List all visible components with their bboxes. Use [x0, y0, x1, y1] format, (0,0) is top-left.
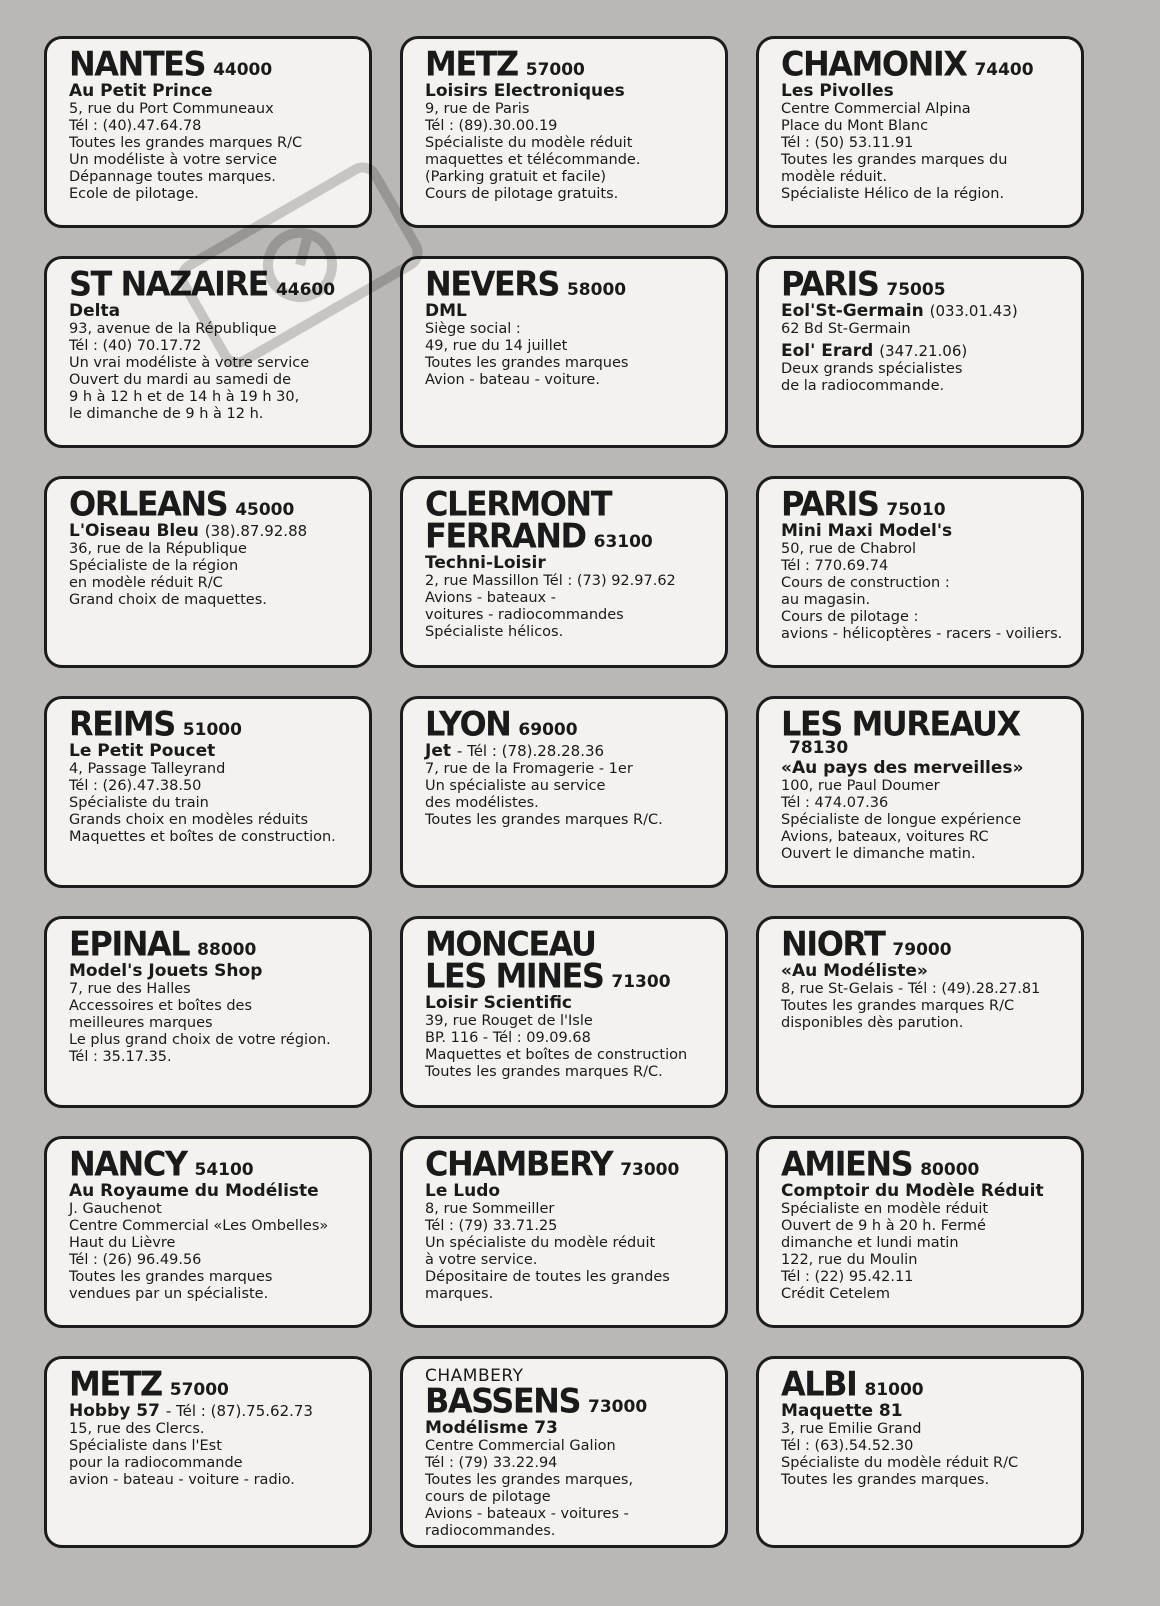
listing-postcode: 63100	[593, 532, 653, 552]
listing-city: NIORT	[781, 924, 885, 964]
listing-detail-line: Toutes les grandes marques R/C.	[425, 1064, 663, 1080]
listing-detail-line: Un spécialiste au service	[425, 778, 606, 794]
listing-city-line2: LES MINES	[425, 956, 604, 996]
listing-detail-line: 9 h à 12 h et de 14 h à 19 h 30,	[69, 389, 300, 405]
listing-detail-line: Ouvert le dimanche matin.	[781, 846, 976, 862]
listing-shop-name	[425, 994, 713, 1013]
listing-detail-line: Tél : (89).30.00.19	[425, 118, 558, 134]
shop-name: Delta	[69, 301, 121, 321]
listing-detail-line: 49, rue du 14 juillet	[425, 338, 568, 354]
listing-city: CHAMBERY	[425, 1144, 613, 1184]
listing-city: ORLEANS	[69, 484, 228, 524]
shop-phone: - Tél : (87).75.62.73	[165, 1402, 313, 1420]
shop-name: Eol' Erard	[781, 341, 874, 361]
listing-detail-line: Toutes les grandes marques	[69, 1269, 273, 1285]
listing-shop-name	[781, 82, 1069, 101]
listing-detail-line: Grands choix en modèles réduits	[69, 812, 309, 828]
listing-card	[44, 696, 372, 888]
listing-detail-line: BP. 116 - Tél : 09.09.68	[425, 1030, 591, 1046]
listing-city: REIMS	[69, 704, 175, 744]
listing-detail-line: Grand choix de maquettes.	[69, 592, 267, 608]
listing-detail-line: 93, avenue de la République	[69, 321, 277, 337]
listing-card	[756, 1356, 1084, 1548]
listing-detail-line: Tél : (40).47.64.78	[69, 118, 202, 134]
shop-name: Au Petit Prince	[69, 81, 213, 101]
listing-detail-line: Place du Mont Blanc	[781, 118, 929, 134]
listing-card	[400, 696, 728, 888]
listing-city-prefix: CHAMBERY	[425, 1366, 524, 1386]
listing-detail-line: marques.	[425, 1286, 494, 1302]
listing-postcode: 73000	[588, 1397, 648, 1417]
listing-detail-line: Haut du Lièvre	[69, 1235, 176, 1251]
listing-detail-line: Tél : 770.69.74	[781, 558, 889, 574]
listing-city: NEVERS	[425, 264, 559, 304]
listing-postcode: 45000	[235, 500, 295, 520]
listing-detail-line: Un vrai modéliste à votre service	[69, 355, 310, 371]
listing-postcode: 75005	[886, 280, 946, 300]
listing-detail-line: Tél : (26).47.38.50	[69, 778, 202, 794]
listing-detail-line: 7, rue des Halles	[69, 981, 191, 997]
listing-header	[425, 484, 713, 556]
listing-detail-line: Ecole de pilotage.	[69, 186, 199, 202]
listing-city: NANTES	[69, 44, 206, 84]
listing-detail-line: Tél : (26) 96.49.56	[69, 1252, 202, 1268]
listing-detail-line: disponibles dès parution.	[781, 1015, 964, 1031]
listing-header	[425, 924, 713, 996]
listing-detail-line: 62 Bd St-Germain	[781, 321, 911, 337]
listing-card	[756, 916, 1084, 1108]
listing-detail-line: de la radiocommande.	[781, 378, 945, 394]
listing-card	[44, 1136, 372, 1328]
shop-name: Jet	[425, 741, 451, 761]
listing-detail-line: J. Gauchenot	[69, 1201, 162, 1217]
shop-name: Le Ludo	[425, 1181, 501, 1201]
listing-detail-line: Ouvert de 9 h à 20 h. Fermé	[781, 1218, 986, 1234]
listing-city: LYON	[425, 704, 511, 744]
listing-postcode: 74400	[974, 60, 1034, 80]
shop-phone: - Tél : (78).28.28.36	[456, 742, 605, 760]
listing-shop-name	[781, 759, 1069, 778]
listing-detail-line: Deux grands spécialistes	[781, 361, 963, 377]
listing-card	[756, 476, 1084, 668]
shop-name: Les Pivolles	[781, 81, 894, 101]
listing-shop-name	[69, 962, 357, 981]
listing-detail-line: Dépositaire de toutes les grandes	[425, 1269, 670, 1285]
listing-header	[425, 44, 713, 84]
listing-shop-name	[781, 962, 1069, 981]
listing-detail-line: Maquettes et boîtes de construction	[425, 1047, 688, 1063]
listing-detail-line: radiocommandes.	[425, 1523, 556, 1539]
listing-detail-line: Tél : (22) 95.42.11	[781, 1269, 914, 1285]
listing-detail-line: Cours de pilotage gratuits.	[425, 186, 619, 202]
listing-detail-line: le dimanche de 9 h à 12 h.	[69, 406, 264, 422]
listing-detail-line: Crédit Cetelem	[781, 1286, 890, 1302]
listing-postcode: 44600	[275, 280, 336, 300]
listing-card	[44, 916, 372, 1108]
listing-city: BASSENS	[425, 1381, 580, 1421]
listing-shop-name	[781, 302, 1069, 321]
listing-detail-line: maquettes et télécommande.	[425, 152, 641, 168]
listing-detail-line: Tél : 474.07.36	[781, 795, 889, 811]
listing-detail-line: Cours de construction :	[781, 575, 950, 591]
listing-postcode: 54100	[194, 1160, 254, 1180]
listing-postcode: 44000	[213, 60, 273, 80]
listing-detail-line: (Parking gratuit et facile)	[425, 169, 607, 185]
listing-detail-line: Centre Commercial Galion	[425, 1438, 616, 1454]
listing-detail-line: Dépannage toutes marques.	[69, 169, 276, 185]
shop-name: Comptoir du Modèle Réduit	[781, 1181, 1044, 1201]
listing-shop-name	[69, 1402, 357, 1421]
listing-header	[781, 924, 1069, 964]
listing-detail-line: 2, rue Massillon Tél : (73) 92.97.62	[425, 573, 676, 589]
listing-detail-line: Tél : (79) 33.22.94	[425, 1455, 558, 1471]
shop-name: Hobby 57	[69, 1401, 160, 1421]
listing-detail-line: dimanche et lundi matin	[781, 1235, 959, 1251]
listing-detail-line: Spécialiste Hélico de la région.	[781, 186, 1005, 202]
listing-detail-line: pour la radiocommande	[69, 1455, 243, 1471]
listing-header	[69, 924, 357, 964]
shop-name: Techni-Loisir	[425, 553, 546, 573]
listing-detail-line: Toutes les grandes marques	[425, 355, 629, 371]
listing-shop-name	[781, 1182, 1069, 1201]
listing-detail-line: des modélistes.	[425, 795, 539, 811]
listing-shop-name	[425, 742, 713, 761]
listing-detail-line: 122, rue du Moulin	[781, 1252, 918, 1268]
listing-shop-name	[69, 1182, 357, 1201]
listing-detail-line: en modèle réduit R/C	[69, 575, 223, 591]
listing-header	[781, 44, 1069, 84]
listing-detail-line: cours de pilotage	[425, 1489, 551, 1505]
listing-header	[781, 1144, 1069, 1184]
listing-postcode: 80000	[920, 1160, 980, 1180]
listing-detail-line: Toutes les grandes marques du	[781, 152, 1008, 168]
shop-name: Le Petit Poucet	[69, 741, 216, 761]
listing-city: NANCY	[69, 1144, 187, 1184]
listing-card	[400, 1136, 728, 1328]
shop-name: «Au pays des merveilles»	[781, 758, 1024, 778]
listing-shop-name	[425, 302, 713, 321]
listing-detail-line: Accessoires et boîtes des	[69, 998, 253, 1014]
listing-detail-line: Spécialiste de la région	[69, 558, 239, 574]
listing-detail-line: 8, rue St-Gelais - Tél : (49).28.27.81	[781, 981, 1041, 997]
listing-postcode: 57000	[169, 1380, 229, 1400]
shop-name: Maquette 81	[781, 1401, 903, 1421]
listing-detail-line: meilleures marques	[69, 1015, 213, 1031]
listing-detail-line: 15, rue des Clercs.	[69, 1421, 205, 1437]
listing-shop-name	[69, 82, 357, 101]
listing-postcode: 73000	[620, 1160, 680, 1180]
listing-shop-name	[425, 554, 713, 573]
listing-card	[44, 256, 372, 448]
listing-detail-line: Spécialiste de longue expérience	[781, 812, 1022, 828]
listing-detail-line: Spécialiste du modèle réduit	[425, 135, 633, 151]
listing-header	[425, 1366, 713, 1421]
listing-card	[400, 36, 728, 228]
listing-shop-name-2	[781, 342, 1069, 361]
listing-detail-line: 39, rue Rouget de l'Isle	[425, 1013, 593, 1029]
listing-header	[781, 1364, 1069, 1404]
listing-detail-line: Toutes les grandes marques R/C	[781, 998, 1015, 1014]
listing-city: PARIS	[781, 484, 879, 524]
shop-name: Model's Jouets Shop	[69, 961, 263, 981]
listing-header	[425, 1144, 713, 1184]
listing-detail-line: Toutes les grandes marques R/C	[69, 135, 303, 151]
listing-detail-line: 5, rue du Port Communeaux	[69, 101, 274, 117]
listing-header	[69, 44, 357, 84]
listing-postcode: 51000	[182, 720, 242, 740]
listing-detail-line: 3, rue Emilie Grand	[781, 1421, 922, 1437]
listing-card	[756, 256, 1084, 448]
listing-detail-line: modèle réduit.	[781, 169, 887, 185]
listing-detail-line: Avions, bateaux, voitures RC	[781, 829, 989, 845]
listing-detail-line: 9, rue de Paris	[425, 101, 530, 117]
listing-shop-name	[425, 1419, 713, 1438]
listing-detail-line: Siège social :	[425, 321, 521, 337]
listing-detail-line: Un modéliste à votre service	[69, 152, 278, 168]
listing-detail-line: Ouvert du mardi au samedi de	[69, 372, 292, 388]
shop-name: Mini Maxi Model's	[781, 521, 953, 541]
listing-card	[400, 476, 728, 668]
shop-phone: (347.21.06)	[879, 342, 968, 360]
listing-detail-line: Centre Commercial «Les Ombelles»	[69, 1218, 329, 1234]
shop-name: Loisir Scientific	[425, 993, 572, 1013]
listing-shop-name	[69, 742, 357, 761]
listing-header	[425, 264, 713, 304]
listing-card	[756, 36, 1084, 228]
listing-header	[781, 484, 1069, 524]
listing-detail-line: Toutes les grandes marques.	[781, 1472, 990, 1488]
shop-name: Au Royaume du Modéliste	[69, 1181, 319, 1201]
listing-city: AMIENS	[781, 1144, 913, 1184]
shop-name: «Au Modéliste»	[781, 961, 928, 981]
shop-name: DML	[425, 301, 467, 321]
listing-header	[69, 1364, 357, 1404]
listing-detail-line: voitures - radiocommandes	[425, 607, 624, 623]
listing-detail-line: 8, rue Sommeiller	[425, 1201, 555, 1217]
listing-detail-line: Le plus grand choix de votre région.	[69, 1032, 331, 1048]
listing-detail-line: Spécialiste en modèle réduit	[781, 1201, 989, 1217]
listing-card	[400, 1356, 728, 1548]
listing-city: CLERMONT	[425, 484, 612, 524]
listing-header	[781, 704, 1069, 758]
listing-city: ST NAZAIRE	[69, 264, 268, 304]
listing-city: EPINAL	[69, 924, 190, 964]
listing-detail-line: avions - hélicoptères - racers - voiliers.	[781, 626, 1063, 642]
listing-detail-line: Cours de pilotage :	[781, 609, 919, 625]
listing-city-line2: FERRAND	[425, 516, 586, 556]
listing-detail-line: Maquettes et boîtes de construction.	[69, 829, 336, 845]
listing-card	[44, 1356, 372, 1548]
listings-grid	[44, 36, 1084, 1548]
listing-detail-line: Tél : (40) 70.17.72	[69, 338, 202, 354]
listing-postcode: 79000	[892, 940, 952, 960]
listing-city: CHAMONIX	[781, 44, 967, 84]
listing-detail-line: Tél : (79) 33.71.25	[425, 1218, 558, 1234]
listing-header	[425, 704, 713, 744]
listing-detail-line: 7, rue de la Fromagerie - 1er	[425, 761, 633, 777]
listing-shop-name	[781, 522, 1069, 541]
listing-detail-line: au magasin.	[781, 592, 871, 608]
listing-postcode: 78130	[789, 738, 849, 758]
listing-card	[44, 36, 372, 228]
listing-postcode: 69000	[518, 720, 578, 740]
shop-name: L'Oiseau Bleu	[69, 521, 199, 541]
listing-shop-name	[781, 1402, 1069, 1421]
listing-header	[69, 484, 357, 524]
listing-detail-line: Tél : (50) 53.11.91	[781, 135, 914, 151]
listing-detail-line: 4, Passage Talleyrand	[69, 761, 226, 777]
listing-city: LES MUREAUX	[781, 704, 1020, 744]
listing-postcode: 58000	[566, 280, 627, 300]
listing-shop-name	[69, 302, 357, 321]
listing-detail-line: Avions - bateaux - voitures -	[425, 1506, 629, 1522]
listing-detail-line: Tél : 35.17.35.	[69, 1049, 172, 1065]
listing-detail-line: Spécialiste hélicos.	[425, 624, 564, 640]
listing-card	[400, 916, 728, 1108]
listing-detail-line: Spécialiste du train	[69, 795, 209, 811]
listing-postcode: 57000	[525, 60, 585, 80]
listing-detail-line: Toutes les grandes marques R/C.	[425, 812, 663, 828]
listing-postcode: 81000	[864, 1380, 924, 1400]
listing-header	[69, 1144, 357, 1184]
listing-detail-line: Avions - bateaux -	[425, 590, 556, 606]
listing-postcode: 75010	[886, 500, 946, 520]
listing-detail-line: Centre Commercial Alpina	[781, 101, 971, 117]
listing-detail-line: Tél : (63).54.52.30	[781, 1438, 914, 1454]
listing-city: PARIS	[781, 264, 879, 304]
listing-detail-line: avion - bateau - voiture - radio.	[69, 1472, 295, 1488]
listing-detail-line: Toutes les grandes marques,	[425, 1472, 634, 1488]
listing-card	[44, 476, 372, 668]
listing-header	[69, 704, 357, 744]
listing-detail-line: Spécialiste du modèle réduit R/C	[781, 1455, 1019, 1471]
listing-detail-line: vendues par un spécialiste.	[69, 1286, 269, 1302]
listing-detail-line: Avion - bateau - voiture.	[425, 372, 600, 388]
listing-shop-name	[425, 1182, 713, 1201]
listing-detail-line: à votre service.	[425, 1252, 538, 1268]
listing-city: METZ	[69, 1364, 162, 1404]
listing-postcode: 88000	[197, 940, 257, 960]
shop-name: Modélisme 73	[425, 1418, 558, 1438]
listing-header	[69, 264, 357, 304]
listing-header	[781, 264, 1069, 304]
listing-shop-name	[69, 522, 357, 541]
shop-phone: (38).87.92.88	[204, 522, 308, 540]
listing-card	[756, 1136, 1084, 1328]
listing-detail-line: Spécialiste dans l'Est	[69, 1438, 222, 1454]
listing-card	[400, 256, 728, 448]
listing-card	[756, 696, 1084, 888]
listing-city: MONCEAU	[425, 924, 596, 964]
listing-city: ALBI	[781, 1364, 857, 1404]
listing-detail-line: 50, rue de Chabrol	[781, 541, 917, 557]
listing-city: METZ	[425, 44, 518, 84]
shop-name: Loisirs Electroniques	[425, 81, 625, 101]
listing-postcode: 71300	[611, 972, 671, 992]
shop-phone: (033.01.43)	[929, 302, 1018, 320]
listing-detail-line: 36, rue de la République	[69, 541, 247, 557]
shop-name: Eol'St-Germain	[781, 301, 924, 321]
listing-shop-name	[425, 82, 713, 101]
listing-detail-line: Un spécialiste du modèle réduit	[425, 1235, 656, 1251]
listing-detail-line: 100, rue Paul Doumer	[781, 778, 940, 794]
